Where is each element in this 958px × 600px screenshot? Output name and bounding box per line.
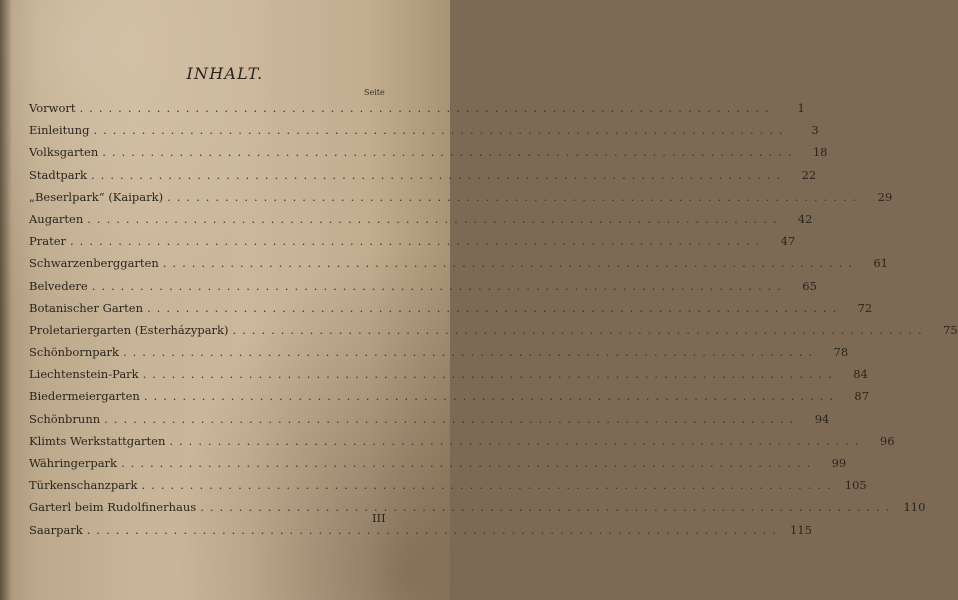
toc-leader-dots: ........................................................................ [91,278,787,293]
toc-entry-title: Vorwort [29,101,76,115]
toc-entry [29,367,868,389]
toc-entry [29,478,867,500]
toc-entry [29,234,796,256]
toc-entry-title: Türkenschanzpark [29,478,138,493]
toc-entry-title: Proletariergarten (Esterházypark) [29,322,229,337]
toc-entry-page: 47 [780,234,796,249]
toc-entry [29,389,870,411]
toc-entry [29,145,828,167]
toc-entry-title: Schönbornpark [29,345,119,360]
toc-entry [29,189,893,212]
page-column-header: Seite [364,88,385,97]
toc-entry-title: Augarten [29,211,84,226]
toc-entry-title: Belvedere [29,278,88,293]
toc-entry [29,256,888,278]
toc-entry [29,167,817,190]
toc-entry-title: Volksgarten [29,145,99,160]
toc-leader-dots: ........................................................................ [79,101,775,115]
toc-leader-dots: ........................................................................ [169,433,865,448]
toc-entry [29,211,813,234]
toc-entry-page: 84 [853,367,868,382]
toc-leader-dots: ........................................................................ [104,411,800,426]
toc-entry-page: 18 [812,145,828,160]
toc-leader-dots: ........................................................................ [147,300,843,315]
toc-entry-title: Botanischer Garten [29,300,144,315]
toc-entry-page: 115 [790,522,812,537]
toc-leader-dots: ........................................................................ [102,145,798,160]
toc-entry-page: 75 [943,322,958,337]
toc-leader-dots: ........................................................................ [70,234,766,249]
toc-leader-dots: ........................................................................ [232,322,928,337]
toc-entry-page: 87 [854,389,870,404]
toc-leader-dots: ........................................................................ [87,211,783,226]
toc-entry [29,123,819,145]
toc-entry-page: 99 [831,456,847,470]
page-gutter-shadow [0,0,12,600]
toc-entry-page: 65 [802,278,817,293]
toc-entry-page: 61 [873,256,888,271]
toc-entry-title: Stadtpark [29,167,88,182]
toc-leader-dots: ........................................................................ [93,123,789,138]
toc-entry [29,101,805,123]
toc-leader-dots: ........................................................................ [162,256,858,271]
toc-entry [29,322,958,345]
toc-entry-title: Schönbrunn [29,411,101,426]
toc-entry-page: 1 [797,101,805,115]
toc-leader-dots: ........................................................................ [91,167,787,182]
toc-leader-dots: ........................................................................ [121,456,817,470]
toc-entry-page: 22 [801,167,817,182]
page-title: INHALT. [186,64,264,83]
page-number: III [372,511,386,525]
toc-entry [29,345,849,367]
toc-entry-title: Saarpark [29,522,83,537]
toc-entry-page: 29 [877,189,893,204]
toc-entry-page: 3 [811,123,819,138]
toc-entry-title: Klimts Werkstattgarten [29,433,166,448]
toc-entry-page: 105 [844,478,867,493]
toc-entry-page: 42 [797,211,813,226]
toc-entry-title: Biedermeiergarten [29,389,140,404]
toc-entry-title: Einleitung [29,123,90,138]
toc-entry-page: 110 [903,500,926,515]
toc-entry-page: 78 [833,345,849,360]
toc-entry [29,411,830,434]
toc-entry-title: „Beserlpark“ (Kaipark) [29,189,164,204]
toc-entry [29,500,926,522]
toc-entry [29,300,873,323]
toc-entry-title: Prater [29,234,67,249]
toc-entry-title: Währingerpark [29,456,118,470]
toc-entry-title: Schwarzenberggarten [29,256,159,271]
toc-entry-title: Garterl beim Rudolfinerhaus [29,500,197,515]
toc-entry-title: Liechtenstein-Park [29,367,139,382]
toc-entry [29,456,847,478]
toc-leader-dots: ........................................................................ [167,189,863,204]
table-of-contents [29,101,958,545]
toc-entry-page: 96 [879,433,895,448]
toc-entry-page: 94 [814,411,830,426]
toc-entry [29,278,817,301]
toc-leader-dots: ........................................................................ [200,500,896,515]
toc-leader-dots: ........................................................................ [141,478,837,493]
toc-leader-dots: ........................................................................ [143,389,840,404]
toc-leader-dots: ........................................................................ [142,367,838,382]
toc-entry-page: 72 [857,300,873,315]
toc-leader-dots: ........................................................................ [86,522,782,537]
toc-entry [29,522,812,545]
toc-leader-dots: ........................................................................ [122,345,819,360]
toc-entry [29,433,895,456]
